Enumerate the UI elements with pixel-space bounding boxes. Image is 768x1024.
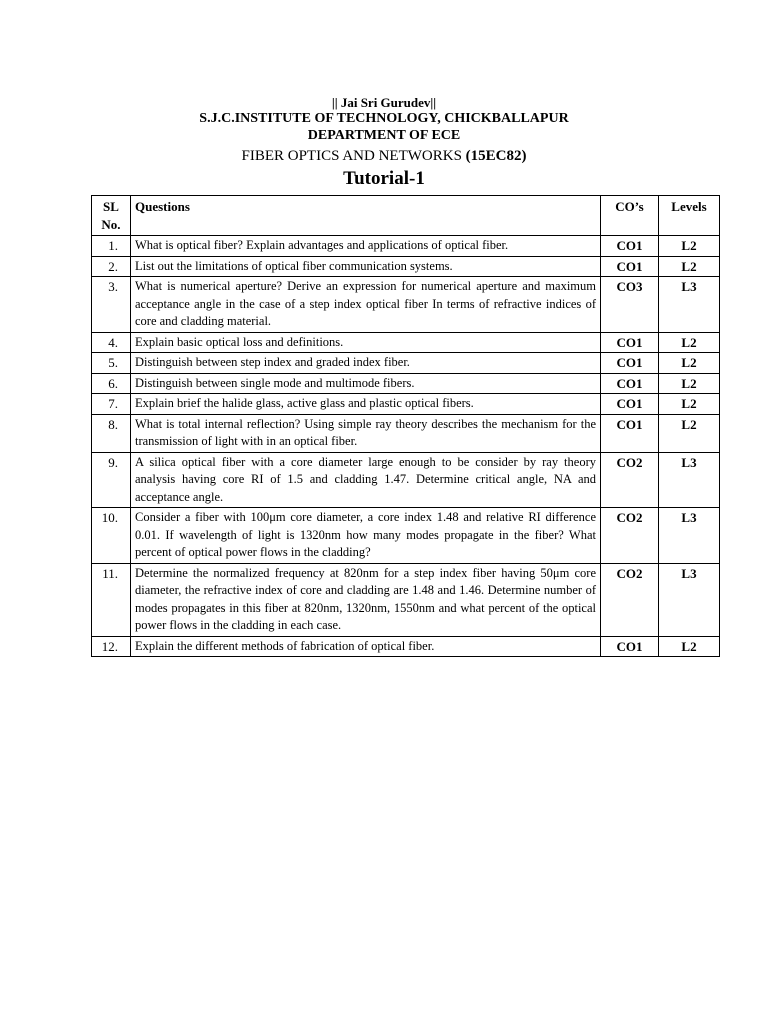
table-body bbox=[92, 236, 720, 657]
row-level: L2 bbox=[659, 636, 720, 657]
row-sl-number: 7. bbox=[92, 394, 131, 415]
row-level: L2 bbox=[659, 236, 720, 257]
row-question: What is numerical aperture? Derive an expression for numerical aperture and maximum acceptance angle in the case of a step index optical fiber In terms of refractive indices of core and cladding material. bbox=[131, 277, 601, 333]
table-row bbox=[92, 277, 720, 333]
row-level: L3 bbox=[659, 452, 720, 508]
course-title bbox=[0, 148, 768, 165]
table-row bbox=[92, 452, 720, 508]
table-row bbox=[92, 563, 720, 636]
row-question: List out the limitations of optical fiber communication systems. bbox=[131, 256, 601, 277]
row-sl-number: 1. bbox=[92, 236, 131, 257]
header-cos: CO’s bbox=[601, 196, 659, 236]
row-co: CO2 bbox=[601, 563, 659, 636]
header-sl-no: SL No. bbox=[92, 196, 131, 236]
header-levels: Levels bbox=[659, 196, 720, 236]
row-sl-number: 12. bbox=[92, 636, 131, 657]
table-row bbox=[92, 332, 720, 353]
row-co: CO1 bbox=[601, 256, 659, 277]
course-code: (15EC82) bbox=[465, 148, 527, 164]
row-sl-number: 11. bbox=[92, 563, 131, 636]
row-question: Distinguish between step index and graded index fiber. bbox=[131, 353, 601, 374]
row-co: CO1 bbox=[601, 414, 659, 452]
table-row bbox=[92, 414, 720, 452]
row-co: CO1 bbox=[601, 332, 659, 353]
row-co: CO2 bbox=[601, 508, 659, 564]
row-sl-number: 8. bbox=[92, 414, 131, 452]
row-question: Explain the different methods of fabrication of optical fiber. bbox=[131, 636, 601, 657]
row-question: A silica optical fiber with a core diameter large enough to be consider by ray theory analysis having core RI of 1.5 and cladding 1.47. Determine critical angle, NA and acceptance angle. bbox=[131, 452, 601, 508]
row-level: L3 bbox=[659, 563, 720, 636]
row-co: CO2 bbox=[601, 452, 659, 508]
row-sl-number: 9. bbox=[92, 452, 131, 508]
row-question: Explain brief the halide glass, active glass and plastic optical fibers. bbox=[131, 394, 601, 415]
table-header-row bbox=[92, 196, 720, 236]
row-sl-number: 6. bbox=[92, 373, 131, 394]
header-invocation: || Jai Sri Gurudev|| bbox=[331, 95, 437, 110]
institute-name: S.J.C.INSTITUTE OF TECHNOLOGY, CHICKBALLAPUR bbox=[199, 111, 569, 126]
row-question: Explain basic optical loss and definitions. bbox=[131, 332, 601, 353]
row-sl-number: 10. bbox=[92, 508, 131, 564]
row-sl-number: 3. bbox=[92, 277, 131, 333]
table-row bbox=[92, 636, 720, 657]
row-question: Distinguish between single mode and multimode fibers. bbox=[131, 373, 601, 394]
row-co: CO1 bbox=[601, 636, 659, 657]
row-level: L2 bbox=[659, 332, 720, 353]
table-row bbox=[92, 394, 720, 415]
row-level: L2 bbox=[659, 414, 720, 452]
department-name: DEPARTMENT OF ECE bbox=[307, 128, 461, 143]
table-row bbox=[92, 236, 720, 257]
questions-table bbox=[91, 195, 720, 657]
row-sl-number: 4. bbox=[92, 332, 131, 353]
row-co: CO1 bbox=[601, 373, 659, 394]
row-question: What is total internal reflection? Using simple ray theory describes the mechanism for the transmission of light with in an optical fiber. bbox=[131, 414, 601, 452]
row-level: L2 bbox=[659, 373, 720, 394]
row-co: CO1 bbox=[601, 394, 659, 415]
row-sl-number: 2. bbox=[92, 256, 131, 277]
table-row bbox=[92, 353, 720, 374]
header-questions: Questions bbox=[131, 196, 601, 236]
row-co: CO1 bbox=[601, 236, 659, 257]
row-question: Determine the normalized frequency at 820nm for a step index fiber having 50μm core diameter, the refractive index of core and cladding are 1.48 and 1.46. Determine number of modes propagates in this fiber at 820nm, 1320nm, 1550nm and what percent of the optical power flows in the cladding in each case. bbox=[131, 563, 601, 636]
row-level: L3 bbox=[659, 277, 720, 333]
row-level: L2 bbox=[659, 256, 720, 277]
row-question: What is optical fiber? Explain advantages and applications of optical fiber. bbox=[131, 236, 601, 257]
table-row bbox=[92, 508, 720, 564]
row-level: L2 bbox=[659, 394, 720, 415]
row-co: CO1 bbox=[601, 353, 659, 374]
row-question: Consider a fiber with 100μm core diameter, a core index 1.48 and relative RI difference 0.01. If wavelength of light is 1320nm how many modes propagate in the fiber? What percent of optical power flows in the cladding? bbox=[131, 508, 601, 564]
row-level: L3 bbox=[659, 508, 720, 564]
row-co: CO3 bbox=[601, 277, 659, 333]
course-name: FIBER OPTICS AND NETWORKS bbox=[241, 148, 462, 164]
table-row bbox=[92, 373, 720, 394]
row-sl-number: 5. bbox=[92, 353, 131, 374]
row-level: L2 bbox=[659, 353, 720, 374]
tutorial-title: Tutorial-1 bbox=[343, 168, 425, 189]
table-row bbox=[92, 256, 720, 277]
